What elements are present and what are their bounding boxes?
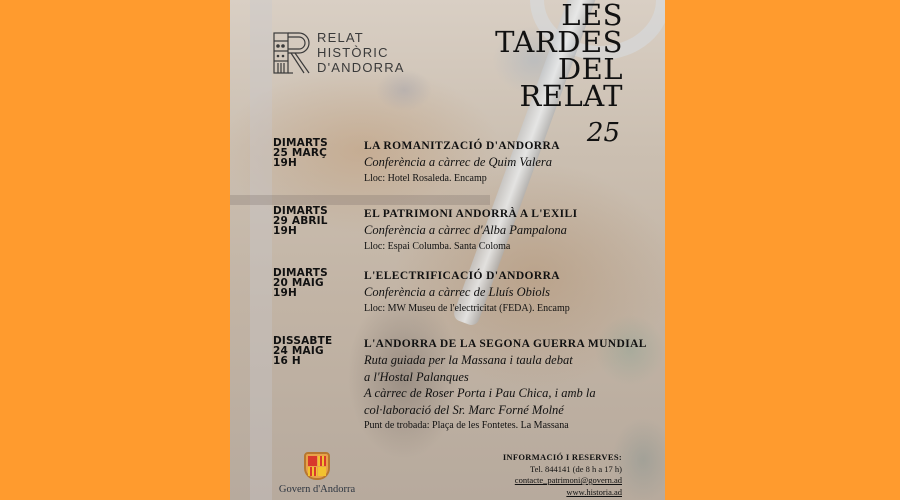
event-details — [364, 336, 647, 434]
poster-title — [495, 0, 623, 113]
event-description: Conferència a càrrec de Quim Valera — [364, 155, 553, 169]
logo-line: HISTÒRIC — [317, 45, 389, 60]
event-day-month: 20 MAIG — [273, 277, 324, 289]
event-details — [364, 206, 578, 255]
event-place: Lloc: Hotel Rosaleda. Encamp — [364, 172, 487, 184]
event-description: Conferència a càrrec d'Alba Pampalona — [364, 223, 567, 237]
event-weekday: DISSABTE — [273, 335, 333, 347]
event-details — [364, 268, 570, 317]
relat-historic-logo-icon — [273, 31, 311, 75]
event-description: A càrrec de Roser Porta i Pau Chica, i amb la — [364, 386, 596, 400]
edition-year: 25 — [586, 118, 620, 148]
event-title: L'ANDORRA DE LA SEGONA GUERRA MUNDIAL — [364, 338, 647, 350]
event-title: EL PATRIMONI ANDORRÀ A L'EXILI — [364, 208, 578, 220]
info-phone: Tel. 844141 (de 8 h a 17 h) — [530, 463, 622, 474]
logo-wordmark — [317, 30, 405, 75]
info-reservations — [503, 452, 622, 498]
event-date — [273, 268, 364, 317]
government-logo — [276, 452, 358, 495]
title-line: RELAT — [519, 79, 623, 113]
event-day-month: 29 ABRIL — [273, 215, 328, 227]
event-time: 19H — [273, 157, 297, 169]
event-item — [273, 268, 570, 317]
event-description: Ruta guiada per la Massana i taula debat — [364, 353, 573, 367]
event-time: 16 H — [273, 355, 301, 367]
event-item — [273, 206, 578, 255]
title-line: LES — [561, 0, 623, 32]
background-texture — [250, 0, 272, 500]
event-title: LA ROMANITZACIÓ D'ANDORRA — [364, 140, 560, 152]
event-day-month: 24 MAIG — [273, 345, 324, 357]
info-email-link[interactable]: contacte_patrimoni@govern.ad — [514, 475, 622, 485]
event-weekday: DIMARTS — [273, 267, 328, 279]
info-heading: INFORMACIÓ I RESERVES: — [502, 452, 622, 462]
event-date — [273, 336, 364, 434]
event-poster — [230, 0, 665, 500]
event-title: L'ELECTRIFICACIÓ D'ANDORRA — [364, 270, 561, 282]
event-time: 19H — [273, 225, 297, 237]
event-weekday: DIMARTS — [273, 205, 328, 217]
event-item — [273, 138, 560, 187]
event-item — [273, 336, 647, 434]
logo-line: RELAT — [317, 30, 364, 45]
event-time: 19H — [273, 287, 297, 299]
event-weekday: DIMARTS — [273, 137, 328, 149]
event-place: Lloc: Espai Columba. Santa Coloma — [364, 240, 511, 252]
info-website-link[interactable]: www.historia.ad — [566, 486, 622, 497]
title-line: TARDES — [495, 25, 623, 59]
event-date — [273, 138, 364, 187]
event-details — [364, 138, 560, 187]
logo-line: D'ANDORRA — [317, 60, 405, 75]
event-place: Lloc: MW Museu de l'electricitat (FEDA). Encamp — [364, 302, 570, 314]
event-place: Punt de trobada: Plaça de les Fontetes. La Massana — [364, 420, 569, 431]
relat-historic-logo — [273, 30, 405, 75]
andorra-coat-of-arms-icon — [304, 452, 330, 480]
background-texture — [230, 195, 490, 205]
event-day-month: 25 MARÇ — [273, 147, 328, 159]
event-date — [273, 206, 364, 255]
event-description: Conferència a càrrec de Lluís Obiols — [364, 285, 550, 299]
title-line: DEL — [557, 52, 623, 86]
event-description: a l'Hostal Palanques — [364, 369, 469, 384]
event-description: col·laboració del Sr. Marc Forné Molné — [364, 402, 564, 417]
government-label: Govern d'Andorra — [278, 484, 356, 495]
